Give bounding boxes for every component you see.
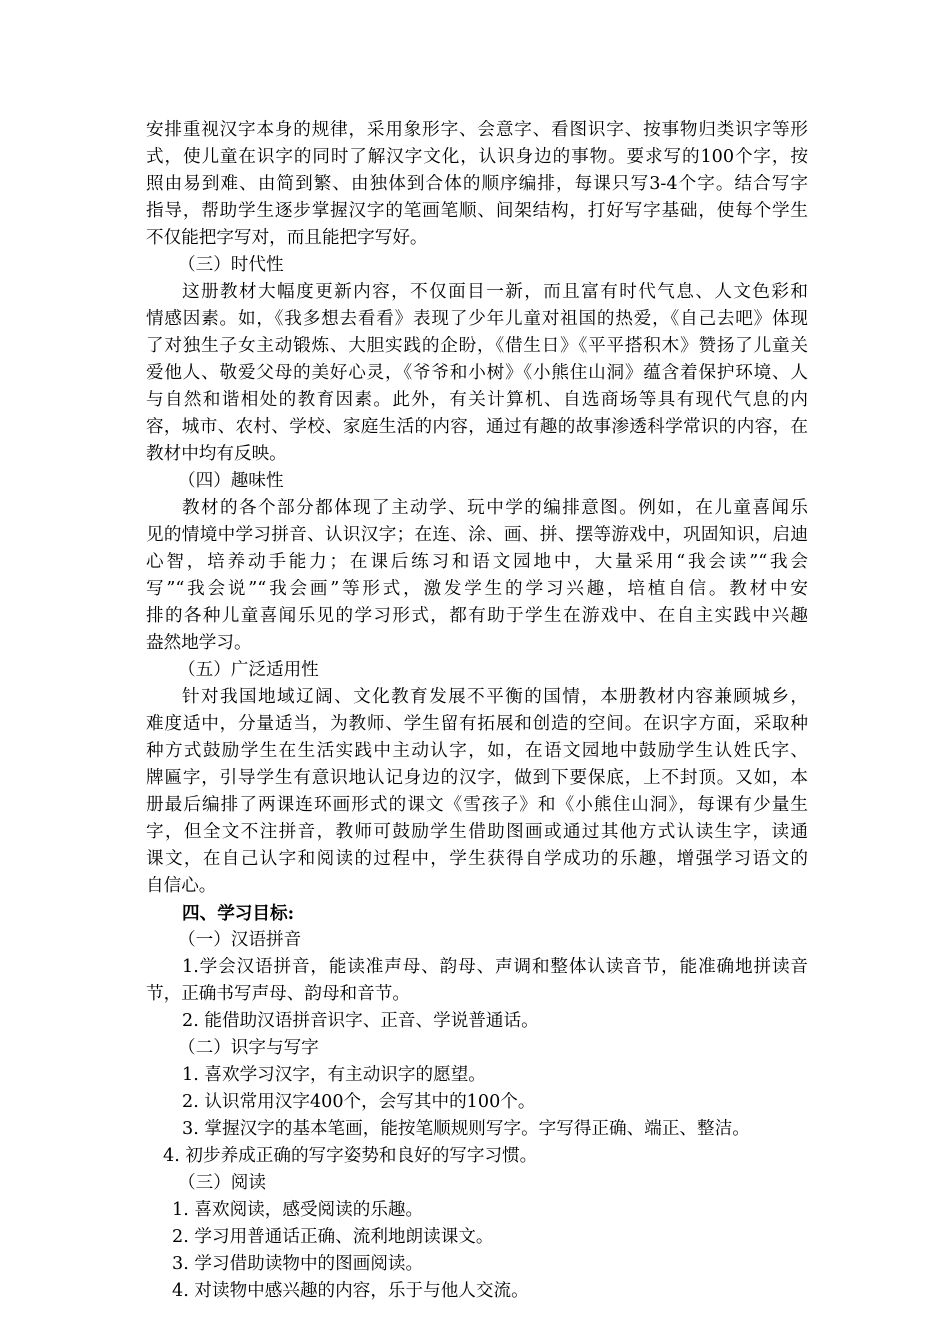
list-item: 1. 喜欢学习汉字，有主动识字的愿望。 [182,1065,486,1085]
paragraph-line: 了对独生子女主动锻炼、大胆实践的企盼，《借生日》《平平搭积木》赞扬了儿童关 [146,336,808,356]
paragraph-line: 册最后编排了两课连环画形式的课文《雪孩子》和《小熊住山洞》，每课有少量生 [146,795,808,815]
paragraph-line: 写”“我会说”“我会画”等形式，激发学生的学习兴趣，培植自信。教材中安 [146,579,808,599]
list-item: 2. 能借助汉语拼音识字、正音、学说普通话。 [182,1011,539,1031]
list-item: 4. 对读物中感兴趣的内容，乐于与他人交流。 [172,1281,529,1301]
section-heading-goals: 四、学习目标: [182,903,295,924]
paragraph-line: 安排重视汉字本身的规律，采用象形字、会意字、看图识字、按事物归类识字等形 [146,120,808,140]
list-item: 4. 初步养成正确的写字姿势和良好的写字习惯。 [163,1146,538,1166]
paragraph-line: 爱他人、敬爱父母的美好心灵，《爷爷和小树》《小熊住山洞》蕴含着保护环境、人 [146,363,808,383]
paragraph-line: 排的各种儿童喜闻乐见的学习形式，都有助于学生在游戏中、在自主实践中兴趣 [146,606,808,626]
subheading-characters: （二）识字与写字 [178,1038,319,1058]
paragraph-line: 与自然和谐相处的教育因素。此外，有关计算机、自选商场等具有现代气息的内 [146,390,808,410]
paragraph-line: 盎然地学习。 [146,633,252,653]
paragraph-line: 式，使儿童在识字的同时了解汉字文化，认识身边的事物。要求写的100个字，按 [146,147,808,167]
subheading-interest: （四）趣味性 [178,471,284,491]
list-item: 3. 掌握汉字的基本笔画，能按笔顺规则写字。字写得正确、端正、整洁。 [182,1119,750,1139]
paragraph-line: 牌匾字，引导学生有意识地认记身边的汉字，做到下要保底，上不封顶。又如，本 [146,768,808,788]
subheading-applicability: （五）广泛适用性 [178,660,319,680]
paragraph-line: 课文，在自己认字和阅读的过程中，学生获得自学成功的乐趣，增强学习语文的 [146,849,808,869]
paragraph-line: 字，但全文不注拼音，教师可鼓励学生借助图画或通过其他方式认读生字，读通 [146,822,808,842]
subheading-modernity: （三）时代性 [178,255,284,275]
paragraph-line: 种方式鼓励学生在生活实践中主动认字，如，在语文园地中鼓励学生认姓氏字、 [146,741,808,761]
paragraph-line: 照由易到难、由简到繁、由独体到合体的顺序编排，每课只写3-4个字。结合写字 [146,174,808,194]
list-item: 2. 认识常用汉字400个，会写其中的100个。 [182,1092,536,1112]
paragraph-line: 情感因素。如，《我多想去看看》表现了少年儿童对祖国的热爱，《自己去吧》体现 [146,309,808,329]
paragraph-line: 难度适中，分量适当，为教师、学生留有拓展和创造的空间。在识字方面，采取种 [146,714,808,734]
paragraph-line: 教材的各个部分都体现了主动学、玩中学的编排意图。例如，在儿童喜闻乐 [182,498,808,518]
paragraph-line: 这册教材大幅度更新内容，不仅面目一新，而且富有时代气息、人文色彩和 [182,282,808,302]
list-item: 3. 学习借助读物中的图画阅读。 [172,1254,424,1274]
list-item: 1.学会汉语拼音，能读准声母、韵母、声调和整体认读音节，能准确地拼读音 [182,957,808,977]
list-item: 节，正确书写声母、韵母和音节。 [146,984,410,1004]
subheading-pinyin: （一）汉语拼音 [178,930,302,950]
paragraph-line: 容，城市、农村、学校、家庭生活的内容，通过有趣的故事渗透科学常识的内容，在 [146,417,808,437]
paragraph-line: 指导，帮助学生逐步掌握汉字的笔画笔顺、间架结构，打好写字基础，使每个学生 [146,201,808,221]
paragraph-line: 不仅能把字写对，而且能把字写好。 [146,228,428,248]
list-item: 1. 喜欢阅读，感受阅读的乐趣。 [172,1200,424,1220]
paragraph-line: 见的情境中学习拼音、认识汉字；在连、涂、画、拼、摆等游戏中，巩固知识，启迪 [146,525,808,545]
subheading-reading: （三）阅读 [178,1173,266,1193]
paragraph-line: 教材中均有反映。 [146,444,287,464]
paragraph-line: 自信心。 [146,876,217,896]
paragraph-line: 针对我国地域辽阔、文化教育发展不平衡的国情，本册教材内容兼顾城乡， [182,687,808,707]
list-item: 2. 学习用普通话正确、流利地朗读课文。 [172,1227,494,1247]
paragraph-line: 心智，培养动手能力；在课后练习和语文园地中，大量采用“我会读”“我会 [146,552,808,572]
